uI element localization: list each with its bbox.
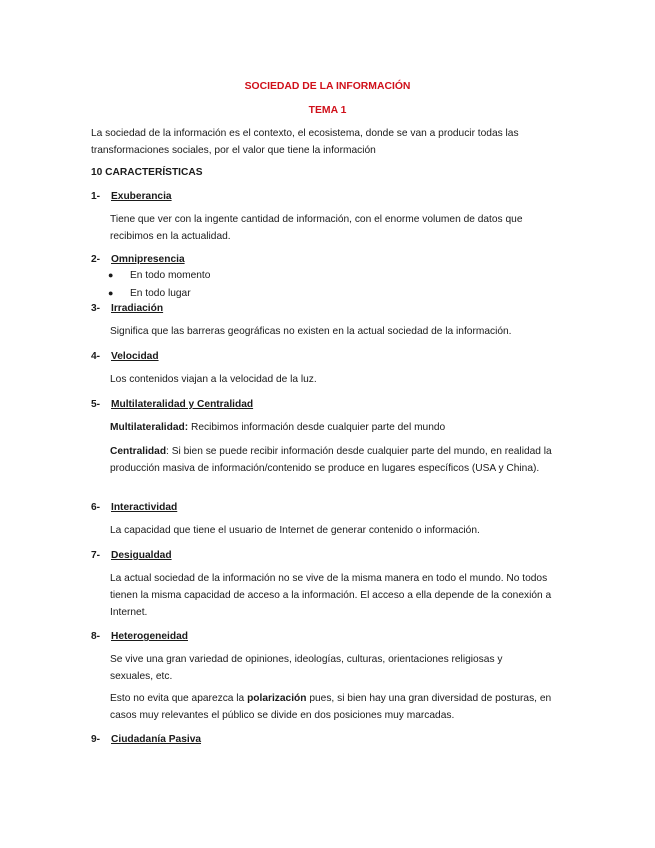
item-6-heading xyxy=(91,499,177,516)
item-number: 4- xyxy=(91,351,101,362)
item-7-text: La actual sociedad de la información no se vive de la misma manera en todo el mundo. No todos tienen la misma capacidad de acceso a la información. El acceso a ella depende de la conexión a Internet. xyxy=(110,573,552,618)
document-title: SOCIEDAD DE LA INFORMACIÓN xyxy=(244,81,411,92)
item-1-heading xyxy=(91,188,172,205)
item-6-text: La capacidad que tiene el usuario de Internet de generar contenido o información. xyxy=(110,525,480,536)
bullet-text: En todo lugar xyxy=(130,288,191,299)
item-title: Multilateralidad y Centralidad xyxy=(111,399,254,410)
item-5-multilateralidad xyxy=(110,419,560,436)
item-8-heading xyxy=(91,628,188,645)
item-5-heading xyxy=(91,396,253,413)
term-text: : Si bien se puede recibir información desde cualquier parte del mundo, en realidad la producción masiva de información/contenido se produce en lugares específicos (USA y China). xyxy=(110,446,552,474)
item-title: Omnipresencia xyxy=(111,254,185,265)
item-4-text: Los contenidos viajan a la velocidad de la luz. xyxy=(110,374,317,385)
item-title: Irradiación xyxy=(111,303,164,314)
bullet-icon: ● xyxy=(108,270,114,280)
item-title: Exuberancia xyxy=(111,191,172,202)
text-before: Esto no evita que aparezca la xyxy=(110,693,248,704)
item-number: 3- xyxy=(91,303,101,314)
item-title: Interactividad xyxy=(111,502,178,513)
bullet-icon: ● xyxy=(108,288,114,298)
item-number: 1- xyxy=(91,191,101,202)
intro-paragraph: La sociedad de la información es el contexto, el ecosistema, donde se van a producir todas las transformaciones sociales, por el valor que tiene la información xyxy=(91,128,519,156)
item-1-text: Tiene que ver con la ingente cantidad de información, con el enorme volumen de datos que recibimos en la actualidad. xyxy=(110,214,523,242)
document-subtitle: TEMA 1 xyxy=(308,105,347,116)
term-text: Recibimos información desde cualquier parte del mundo xyxy=(188,422,446,433)
item-3-heading xyxy=(91,300,163,317)
item-number: 9- xyxy=(91,734,101,745)
item-number: 8- xyxy=(91,631,101,642)
item-5-centralidad xyxy=(110,443,560,477)
term-label: Multilateralidad: xyxy=(110,422,189,433)
item-4-heading xyxy=(91,348,159,365)
bullet-item xyxy=(108,267,210,284)
item-number: 5- xyxy=(91,399,101,410)
item-2-heading xyxy=(91,251,185,268)
term-label: Centralidad xyxy=(110,446,167,457)
text-after: pues, si bien hay una gran diversidad de posturas, en casos muy relevantes el público se divide en dos posiciones muy marcadas. xyxy=(110,693,552,721)
item-title: Velocidad xyxy=(111,351,159,362)
section-heading: 10 CARACTERÍSTICAS xyxy=(91,167,203,178)
highlight-term: polarización xyxy=(247,693,307,704)
item-7-heading xyxy=(91,547,172,564)
bullet-text: En todo momento xyxy=(130,270,211,281)
item-title: Ciudadanía Pasiva xyxy=(111,734,202,745)
item-title: Desigualdad xyxy=(111,550,172,561)
item-8-text-2 xyxy=(110,690,560,724)
item-title: Heterogeneidad xyxy=(111,631,188,642)
item-9-heading xyxy=(91,731,201,748)
item-number: 7- xyxy=(91,550,101,561)
item-8-text: Se vive una gran variedad de opiniones, ideologías, culturas, orientaciones religiosas y sexuales, etc. xyxy=(110,654,503,682)
item-number: 6- xyxy=(91,502,101,513)
item-3-text: Significa que las barreras geográficas no existen en la actual sociedad de la información. xyxy=(110,326,512,337)
item-number: 2- xyxy=(91,254,101,265)
